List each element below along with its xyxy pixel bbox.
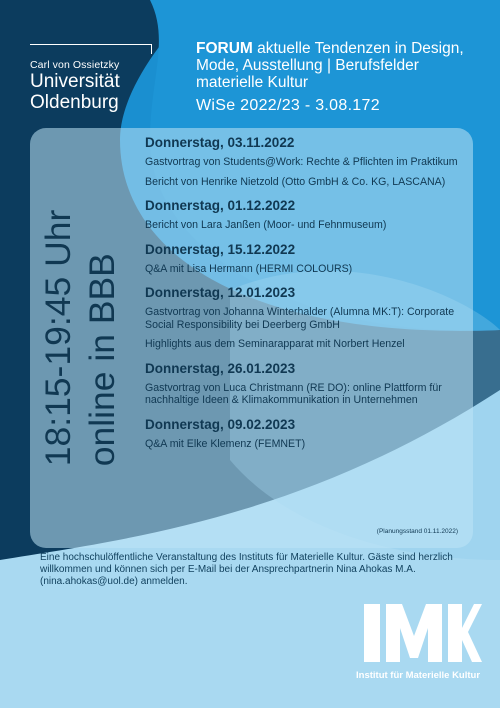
time-place-block [30,128,130,548]
event-4 [145,285,465,351]
event-item: Bericht von Lara Janßen (Moor- und Fehnmuseum) [145,219,387,231]
event-item: Q&A mit Lisa Hermann (HERMI COLOURS) [145,262,353,275]
event-item: Bericht von Henrike Nietzold (Otto GmbH & Co. KG, LASCANA) [145,175,446,188]
event-date: Donnerstag, 01.12.2022 [145,198,296,213]
event-item: Gastvortrag von Johanna Winterhalder (Alumna MK:T): Corporate Social Responsibility bei Deerberg GmbH [145,306,455,331]
logo-line-2: Universität [30,71,120,92]
semester-line: WiSe 2022/23 - 3.08.172 [196,97,380,114]
event-date: Donnerstag, 26.01.2023 [145,360,296,376]
logo-line-1: Carl von Ossietzky [30,59,120,71]
planning-note: (Planungsstand 01.11.2022) [376,528,458,535]
logo-rule-tick [151,44,152,54]
forum-title [196,40,486,91]
university-logo [30,44,160,113]
event-1 [145,135,465,188]
event-item: Q&A mit Elke Klemenz (FEMNET) [145,437,306,450]
footer-text: Eine hochschulöffentliche Veranstaltung des Instituts für Materielle Kultur. Gäste sind herzlich willkommen und können sich per E-Mail bei der Ansprechpartnerin Nina Ahokas M.A. (nina.ahokas@uol.de) anmelden. [40,552,453,587]
event-3 [145,242,465,276]
event-item: Gastvortrag von Luca Christmann (RE DO): online Plattform für nachhaltige Ideen & Klimakommunikation in Unternehmen [145,381,442,406]
logo-rule [30,44,152,45]
event-5 [145,361,465,407]
imk-logo [362,602,482,664]
place-text: online in BBB [82,253,122,467]
logo-line-3: Oldenburg [30,92,119,113]
event-item: Highlights aus dem Seminarapparat mit Norbert Henzel [145,338,405,350]
forum-heading [196,40,486,114]
event-item: Gastvortrag von Students@Work: Rechte & Pflichten im Praktikum [145,156,458,168]
time-place-rotated [36,210,124,467]
event-date: Donnerstag, 09.02.2023 [145,416,296,432]
forum-bold: FORUM [196,40,253,57]
event-date: Donnerstag, 03.11.2022 [145,135,295,150]
event-6 [145,417,465,451]
event-date: Donnerstag, 15.12.2022 [145,241,296,257]
event-2 [145,198,465,232]
event-schedule [145,135,465,460]
forum-subtitle: aktuelle Tendenzen in Design, Mode, Ausstellung | Berufsfelder materielle Kultur [196,40,464,91]
time-text: 18:15-19:45 Uhr [38,209,78,467]
institute-name: Institut für Materielle Kultur [356,670,481,681]
event-date: Donnerstag, 12.01.2023 [145,285,296,300]
